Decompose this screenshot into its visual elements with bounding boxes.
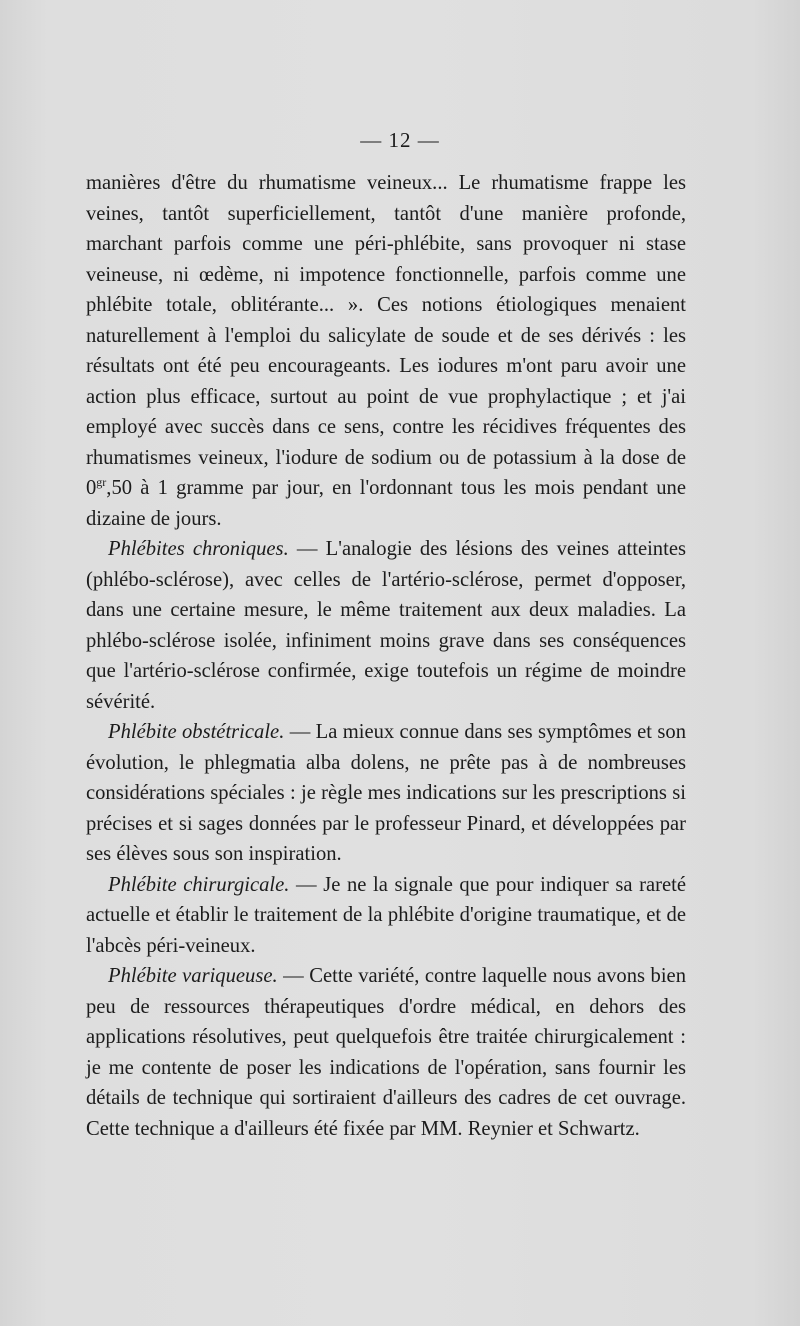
paragraph-phlebite-variqueuse: [86, 961, 686, 1144]
section-heading: Phlébites chroniques.: [108, 538, 289, 560]
paragraph-phlebite-obstetricale: [86, 717, 686, 870]
paragraph-text: — L'analogie des lésions des veines atteintes (phlébo-sclérose), avec celles de l'artério-sclérose, permet d'opposer, dans une certaine mesure, le même traitement aux deux maladies. La phlébo-sclérose isolée, infiniment moins grave dans ses conséquences que l'artério-sclérose confirmée, exige toutefois un régime de moindre sévérité.: [86, 538, 686, 713]
paragraph-text: — Je ne la signale que pour indiquer sa rareté actuelle et établir le traitement de la phlébite d'origine traumatique, et de l'abcès péri-veineux.: [86, 873, 686, 957]
paragraph-text: manières d'être du rhumatisme veineux... Le rhumatisme frappe les veines, tantôt superficiellement, tantôt d'une manière profonde, marchant parfois comme une péri-phlébite, sans provoquer ni stase veineuse, ni œdème, ni impotence fonctionnelle, parfois comme une phlébite totale, oblitérante... ». Ces notions étiologiques menaient naturellement à l'emploi du salicylate de soude et de ses dérivés : les résultats ont été peu encourageants. Les iodures m'ont paru avoir une action plus efficace, surtout au point de vue prophylactique ; et j'ai employé avec succès dans ce sens, contre les récidives fréquentes des rhumatismes veineux, l'iodure de sodium ou de potassium à la dose de 0: [86, 172, 686, 499]
body-text: [86, 168, 686, 1144]
section-heading: Phlébite obstétricale.: [108, 721, 285, 743]
paragraph-rhumatisme: [86, 168, 686, 534]
paragraph-text: — La mieux connue dans ses symptômes et son évolution, le phlegmatia alba dolens, ne prête pas à de nombreuses considérations spéciales : je règle mes indications sur les prescriptions si précises et si sages données par le professeur Pinard, et développées par ses élèves sous son inspiration.: [86, 721, 686, 865]
section-heading: Phlébite variqueuse.: [108, 965, 278, 987]
paragraph-phlebite-chirurgicale: [86, 870, 686, 962]
paragraph-text: — Cette variété, contre laquelle nous avons bien peu de ressources thérapeutiques d'ordre médical, en dehors des applications résolutives, peut quelquefois être traitée chirurgicalement : je me contente de poser les indications de l'opération, sans fournir les détails de technique qui sortiraient d'ailleurs des cadres de cet ouvrage. Cette technique a d'ailleurs été fixée par MM. Reynier et Schwartz.: [86, 965, 686, 1140]
section-heading: Phlébite chirurgicale.: [108, 873, 290, 896]
page-number: — 12 —: [360, 128, 440, 152]
paragraph-phlebites-chroniques: [86, 534, 686, 717]
paragraph-text-continued: ,50 à 1 gramme par jour, en l'ordonnant tous les mois pendant une dizaine de jours.: [86, 477, 686, 530]
unit-superscript: gr: [96, 475, 107, 490]
